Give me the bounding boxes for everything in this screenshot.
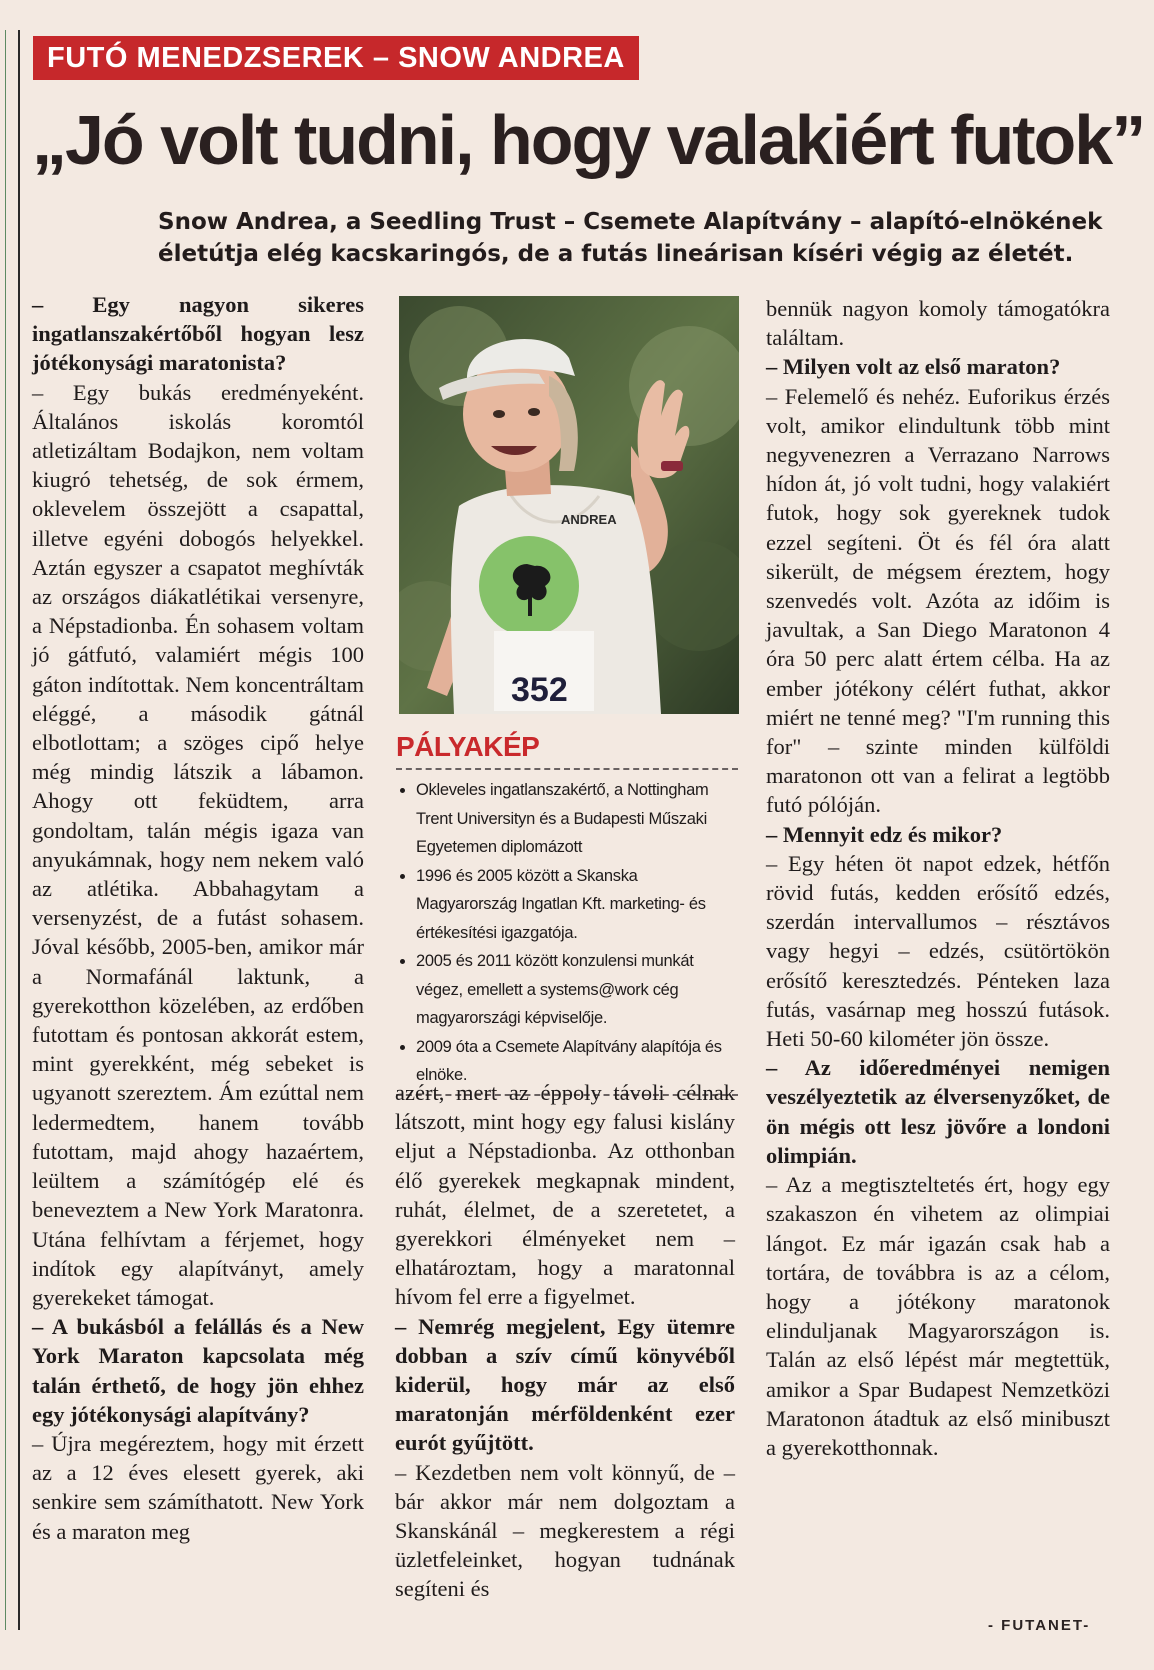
runner-photo	[399, 296, 739, 714]
column-1	[32, 290, 364, 1546]
answer: – Egy bukás eredményeként. Általános iskolás koromtól atletizáltam Bodajkon, nem voltam kiugró tehetség, de sok érmem, oklevelem összejött a csapattal, illetve egyéni dobogós helyekkel. Aztán egyszer a csapatot meghívták az országos diákatlétikai versenyre, a Népstadionba. Én sohasem voltam jó gátfutó, valamiért mégis 100 gáton indítottak. Nem koncentráltam eléggé, a második gátnál elbotlottam; a szöges cipő helye még mindig látszik a lábamon. Ahogy ott feküdtem, arra gondoltam, talán mégis igaza van anyukámnak, hogy nem nekem való az atlétika. Abbahagytam a versenyzést, de a futást sohasem. Jóval később, 2005-ben, amikor már a Normafánál laktunk, a gyerekotthon közelében, az erdőben futottam és pontosan akkorát estem, mint gyerekként, még sebeket is ugyanott szereztem. Ám ezúttal nem ledermedtem, hanem tovább futottam, majd ahogy hazaértem, leültem a számítógép elé és beneveztem a New York Maratonra. Utána felhívtam a férjemet, hogy indítok egy alapítványt, amely gyerekeket támogat.	[32, 379, 364, 1310]
answer: – Az a megtiszteltetés ért, hogy egy szakaszon én vihetem az olimpiai lángot. Ez már igazán csak hab a tortára, de továbbra is az a célom, hogy a jótékony maratonok elinduljanak Magyarországon is. Talán az első lépést már megtettük, amikor a Spar Budapest Nemzetközi Maratonon átadtuk az első minibuszt a gyerekotthonnak.	[766, 1172, 1110, 1460]
question: – Milyen volt az első maraton?	[766, 354, 1061, 380]
answer: bennük nagyon komoly támogatókra találtam.	[766, 296, 1110, 351]
runner-photo-illustration	[399, 296, 739, 714]
career-item: • 2009 óta a Csemete Alapítvány alapítója és elnöke.	[416, 1033, 738, 1090]
career-box	[396, 730, 738, 1102]
question: – Nemrég megjelent, Egy ütemre dobban a szív című könyvéből kiderül, hogy már az első maratonján mérföldenként ezer eurót gyűjtött.	[395, 1313, 735, 1456]
question: – Egy nagyon sikeres ingatlanszakértőből hogyan lesz jótékonysági maratonista?	[32, 292, 364, 376]
dashed-divider	[396, 768, 738, 770]
bib-number: 352	[511, 671, 568, 709]
column-2	[395, 1078, 735, 1604]
page-edge-rule	[5, 30, 6, 1630]
question: – Az időeredményei nemigen veszélyeztetik az élversenyzőket, de ön mégis ott lesz jövőre a londoni olimpián.	[766, 1055, 1110, 1168]
answer: azért, mert az éppoly távoli célnak látszott, mint hogy egy falusi kislány eljut a Népstadionba. Az otthonban élő gyerekek megkapnak mindent, ruhát, élelmet, de a szeretetet, a gyerekkori élményeket nem – elhatároztam, hogy a maratonnal hívom fel erre a figyelmet.	[395, 1080, 735, 1310]
column-3	[766, 294, 1110, 1462]
section-kicker: FUTÓ MENEDZSEREK – SNOW ANDREA	[33, 36, 639, 80]
column-rule	[18, 30, 20, 1630]
headline: „Jó volt tudni, hogy valakiért futok”	[32, 101, 1145, 179]
career-item: • Okleveles ingatlanszakértő, a Nottingham Trent Universityn és a Budapesti Műszaki Egyetemen diplomázott	[416, 776, 738, 862]
answer: – Egy héten öt napot edzek, hétfőn rövid futás, kedden erősítő edzés, szerdán intervallumos – résztávos vagy hegyi – edzés, csütörtökön erősítő keresztedzés. Pénteken laza futás, vasárnap meg hosszú futások. Heti 50-60 kilométer jön össze.	[766, 850, 1110, 1052]
byline-signature: - FUTANET-	[988, 1617, 1091, 1634]
lead-paragraph: Snow Andrea, a Seedling Trust – Csemete Alapítvány – alapító-elnökének életútja elég kacskaringós, de a futás lineárisan kíséri végig az életét.	[158, 209, 1103, 267]
answer: – Újra megéreztem, hogy mit érzett az a 12 éves elesett gyerek, aki senkire sem számíthatott. New York és a maraton meg	[32, 1430, 364, 1544]
answer: – Kezdetben nem volt könnyű, de – bár akkor már nem dolgoztam a Skanskánál – megkerestem a régi üzletfeleinket, hogyan tudnának segíteni és	[395, 1459, 735, 1602]
career-item: • 2005 és 2011 között konzulensi munkát végez, emellett a systems@work cég magyarországi képviselője.	[416, 947, 738, 1033]
answer: – Felemelő és nehéz. Euforikus érzés volt, amikor elindultunk több mint negyvenezren a Verrazano Narrows hídon át, jó volt tudni, hogy valakiért futok, hogy sok gyereknek tudok ezzel segíteni. Öt és fél óra alatt sikerült, de mégsem éreztem, hogy szenvedés volt. Azóta az időim is javultak, a San Diego Maratonon 4 óra 50 perc alatt értem célba. Ha az ember jótékony célért futhat, akkor miért ne tenné meg? "I'm running this for" – szinte minden külföldi maratonon ott van a felirat a legtöbb futó pólóján.	[766, 383, 1110, 818]
career-list	[396, 776, 738, 1090]
career-item: • 1996 és 2005 között a Skanska Magyarország Ingatlan Kft. marketing- és értékesítési igazgatója.	[416, 862, 738, 948]
question: – Mennyit edz és mikor?	[766, 821, 1003, 847]
question: – A bukásból a felállás és a New York Maraton kapcsolata még talán érthető, de hogy jön ehhez egy jótékonysági alapítvány?	[32, 1314, 364, 1427]
career-box-title: PÁLYAKÉP	[396, 731, 540, 762]
shirt-name: ANDREA	[561, 512, 617, 527]
